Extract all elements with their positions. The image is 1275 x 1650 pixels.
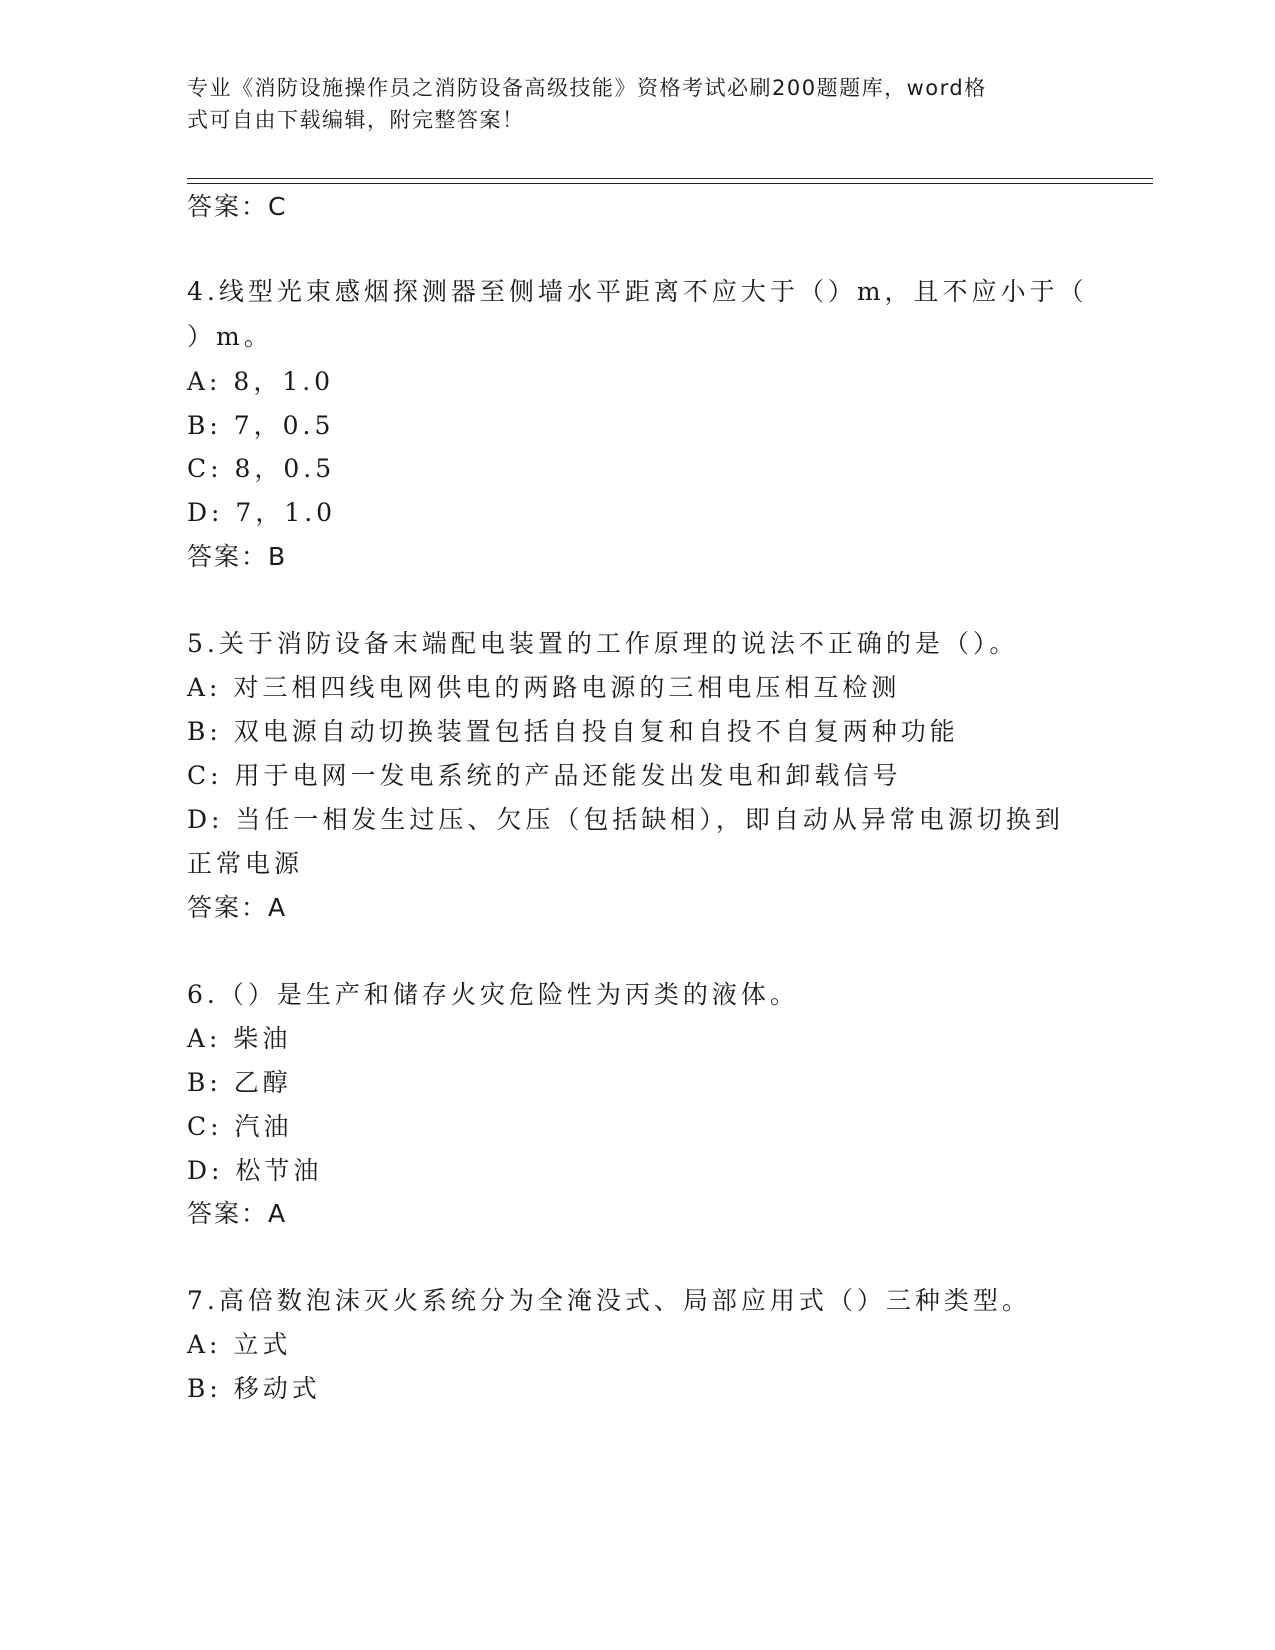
header-line-1: 专业《消防设施操作员之消防设备高级技能》资格考试必刷200题题库，word格: [187, 76, 987, 100]
q5-option-d-line-2: 正常电源: [187, 849, 304, 878]
document-header: [187, 72, 1067, 136]
q6-option-a: A: 柴油: [187, 1024, 292, 1053]
q6-answer: 答案：A: [187, 1199, 288, 1228]
q6-option-b: B: 乙醇: [187, 1068, 292, 1097]
header-rule-top: [187, 178, 1153, 179]
q4-option-d: D: 7，1.0: [187, 498, 337, 527]
q5-option-a: A: 对三相四线电网供电的两路电源的三相电压相互检测: [187, 673, 901, 702]
q7-stem: 7.高倍数泡沫灭火系统分为全淹没式、局部应用式（）三种类型。: [187, 1286, 1031, 1315]
q6-option-c: C: 汽油: [187, 1112, 293, 1141]
q7-option-b: B: 移动式: [187, 1374, 321, 1403]
q5-stem: 5.关于消防设备末端配电装置的工作原理的说法不正确的是（）。: [187, 629, 1019, 658]
q4-option-b: B: 7，0.5: [187, 411, 335, 440]
q4-stem-line-1: 4.线型光束感烟探测器至侧墙水平距离不应大于（）m，且不应小于（: [187, 277, 1088, 306]
q7-option-a: A: 立式: [187, 1330, 292, 1359]
header-rule-bottom: [187, 183, 1153, 184]
q4-answer: 答案：B: [187, 542, 288, 571]
q5-option-b: B: 双电源自动切换装置包括自投自复和自投不自复两种功能: [187, 717, 959, 746]
q4-stem-line-2: ）m。: [187, 322, 273, 351]
q4-option-a: A: 8，1.0: [187, 367, 335, 396]
header-line-2: 式可自由下载编辑，附完整答案！: [187, 108, 525, 132]
q5-option-d-line-1: D: 当任一相发生过压、欠压（包括缺相），即自动从异常电源切换到: [187, 805, 1064, 834]
answer-previous: 答案：C: [187, 192, 288, 221]
q5-option-c: C: 用于电网一发电系统的产品还能发出发电和卸载信号: [187, 761, 902, 790]
q6-option-d: D: 松节油: [187, 1156, 323, 1185]
q5-answer: 答案：A: [187, 893, 288, 922]
q4-option-c: C: 8，0.5: [187, 454, 336, 483]
q6-stem: 6.（）是生产和储存火灾危险性为丙类的液体。: [187, 980, 799, 1009]
